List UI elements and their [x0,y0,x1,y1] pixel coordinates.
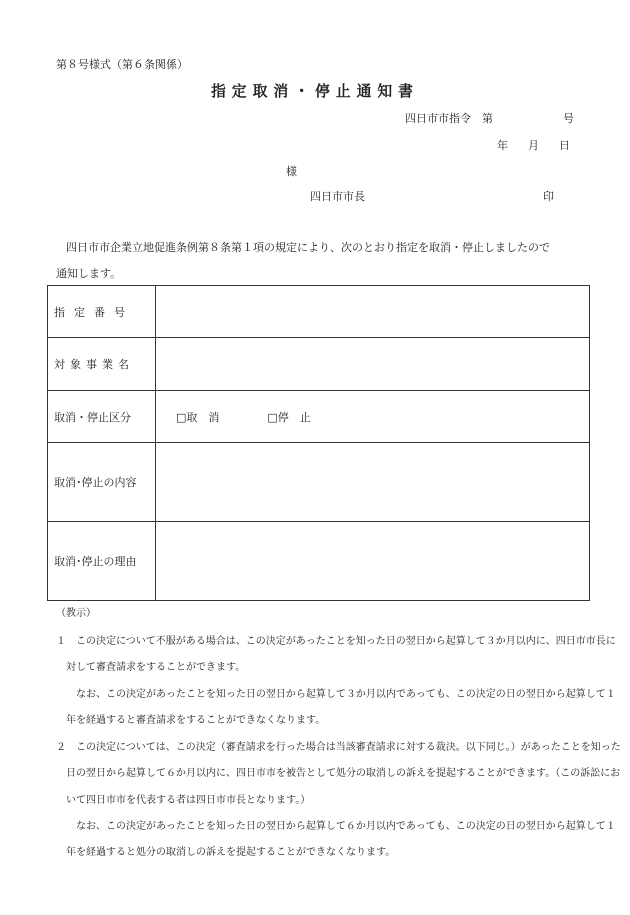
notice-p2-line4: なお、この決定があったことを知った日の翌日から起算して６か月以内であっても、この決定の日の翌日から起算して１ [76,821,616,832]
date-year: 年 [497,139,508,152]
table-row [48,286,590,338]
notice-p1-line1: １ この決定について不服がある場合は、この決定があったことを知った日の翌日から起算して３か月以内に、四日市市長に [56,636,616,647]
notice-form-table [47,285,590,601]
label-content: 取消･停止の内容 [48,443,156,522]
body-text-line2: 通知します。 [56,267,122,280]
addressee: 様 [286,165,297,178]
table-row [48,338,590,391]
seal-mark: 印 [543,190,554,203]
document-title: 指定取消・停止通知書 [211,83,419,100]
label-designation-number: 指定番号 [48,286,156,338]
value-reason [156,522,590,601]
notice-p1-line4: 年を経過すると審査請求をすることができなくなります。 [66,715,326,726]
body-text-line1: 四日市市企業立地促進条例第８条第１項の規定により、次のとおり指定を取消・停止しましたので [66,241,550,254]
issue-date [497,137,570,153]
label-category: 取消・停止区分 [48,391,156,443]
notice-p2-line1: ２ この決定については、この決定（審査請求を行った場合は当該審査請求に対する裁決。以下同じ。）があったことを知った [56,742,621,753]
notice-p2-line2: 日の翌日から起算して６か月以内に、四日市市を被告として処分の取消しの訴えを提起することができます。（この訴訟にお [66,768,621,779]
notice-p1-line3: なお、この決定があったことを知った日の翌日から起算して３か月以内であっても、この決定の日の翌日から起算して１ [76,689,616,700]
value-category [156,391,590,443]
notice-p2-line5: 年を経過すると処分の取消しの訴えを提起することができなくなります。 [66,847,396,858]
document-number-suffix: 号 [563,112,574,125]
value-content [156,443,590,522]
table-row [48,522,590,601]
date-day: 日 [559,139,570,152]
issuer-name: 四日市市長 [310,190,365,203]
document-number [405,110,574,126]
notice-heading: （教示） [56,608,96,619]
date-month: 月 [528,139,539,152]
notice-p2-line3: いて四日市市を代表する者は四日市市長となります。） [66,795,311,806]
option-suspend-checkbox[interactable]: □停 止 [267,410,311,424]
value-business-name [156,338,590,391]
table-row [48,443,590,522]
table-row [48,391,590,443]
value-designation-number [156,286,590,338]
form-number: 第８号様式（第６条関係） [56,58,188,71]
label-business-name: 対象事業名 [48,338,156,391]
document-number-prefix: 四日市市指令 第 [405,112,493,125]
option-cancel-checkbox[interactable]: □取 消 [176,410,220,424]
label-reason: 取消･停止の理由 [48,522,156,601]
notice-p1-line2: 対して審査請求をすることができます。 [66,662,246,673]
